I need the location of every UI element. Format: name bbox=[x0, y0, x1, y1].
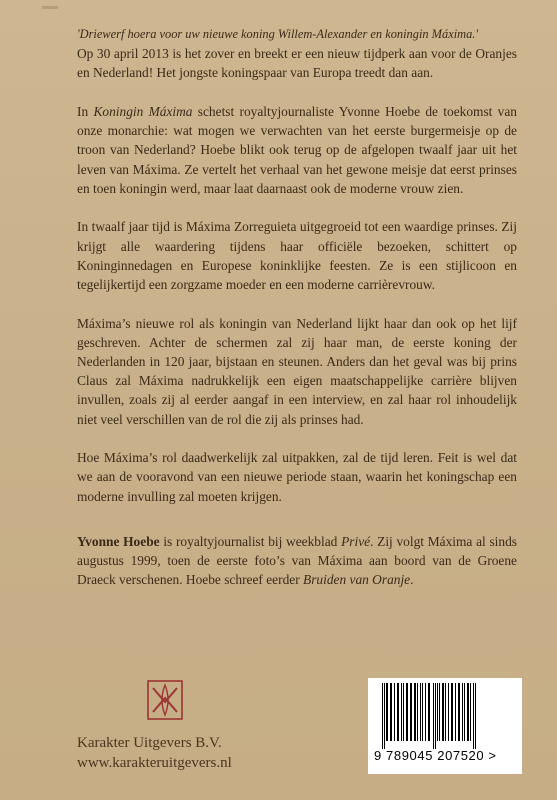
barcode-bar bbox=[462, 683, 463, 741]
barcode-bar bbox=[417, 683, 418, 741]
barcode-bar bbox=[428, 683, 430, 741]
blurb-p2-body: schetst royaltyjournaliste Yvonne Hoebe de toekomst van onze monarchie: wat mogen we verwachten van het eerste burgermeisje op de troon van Nederland? Hoebe blikt ook terug op de afgelopen twaalf jaar uit het leven van Máxima. Ze vertelt het verhaal van het gewone meisje dat eerst prinses en toen koningin werd, maar laat daarnaast ook de moderne vrouw zien. bbox=[77, 104, 518, 196]
isbn-digits: 9 789045 207520 > bbox=[374, 748, 497, 763]
barcode-bar bbox=[422, 683, 423, 741]
barcode-bar bbox=[390, 683, 392, 741]
cover-wear-mark bbox=[42, 6, 58, 9]
author-bio-part3: . bbox=[410, 572, 414, 588]
barcode-bar bbox=[442, 683, 444, 741]
barcode-bar bbox=[410, 683, 412, 741]
barcode-bar bbox=[458, 683, 460, 741]
publisher-info bbox=[77, 733, 232, 773]
author-name: Yvonne Hoebe bbox=[77, 533, 160, 549]
magazine-name: Privé bbox=[341, 533, 371, 549]
barcode-bar bbox=[473, 683, 474, 749]
blurb-paragraph-4: Máxima’s nieuwe rol als koningin van Nederland lijkt haar dan ook op het lijf geschreven. Achter de schermen zal zij haar man, de eerste koning der Nederlanden in 120 jaar, bijstaan en steunen. Anders dan het geval was bij prins Claus zal Máxima nadrukkelijk een eigen maatschappelijke carrière blijven invullen, zoals zij al eerder aangaf in een interview, en zal haar rol inhoudelijk niet veel verschillen van de rol die zij als prinses had. bbox=[77, 315, 517, 427]
barcode bbox=[368, 678, 522, 774]
barcode-bar bbox=[384, 683, 385, 749]
barcode-bar bbox=[420, 683, 421, 741]
barcode-bar bbox=[403, 683, 404, 741]
barcode-bar bbox=[464, 683, 465, 741]
author-bio-part1: is royaltyjournalist bij weekblad bbox=[159, 533, 342, 549]
barcode-bar bbox=[439, 683, 440, 741]
blurb-quote: 'Driewerf hoera voor uw nieuwe koning Willem-Alexander en koningin Máxima.' bbox=[77, 27, 479, 41]
book-title: Koningin Máxima bbox=[93, 104, 193, 119]
blurb-intro-text: Op 30 april 2013 is het zover en breekt er een nieuw tijdperk aan voor de Oranjes en Nederland! Het jongste koningspaar van Europa treedt dan aan. bbox=[77, 46, 517, 81]
blurb-paragraph-5: Hoe Máxima’s rol daadwerkelijk zal uitpakken, zal de tijd leren. Feit is wel dat we aan de vooravond van een nieuwe periode staan, waarin het koningschap een moderne invulling zal moeten krijgen. bbox=[77, 450, 517, 504]
barcode-bar bbox=[382, 683, 383, 749]
blurb-p2-prefix: In bbox=[77, 104, 94, 119]
barcode-bar bbox=[425, 683, 426, 741]
barcode-bar bbox=[437, 683, 438, 741]
barcode-bar bbox=[445, 683, 446, 741]
author-bio bbox=[77, 532, 517, 590]
blurb-paragraph-2 bbox=[77, 102, 517, 198]
publisher-logo-icon bbox=[147, 680, 183, 720]
barcode-bar bbox=[451, 683, 453, 741]
barcode-bar bbox=[475, 683, 476, 749]
barcode-bar bbox=[406, 683, 408, 741]
blurb-paragraph-3: In twaalf jaar tijd is Máxima Zorreguieta uitgegroeid tot een waardige prinses. Zij krijgt alle waardering tijdens haar officiële bezoeken, schittert op Koninginnedagen en Europese koninklijke feesten. Ze is een stijlicoon en tegelijkertijd een zorgzame moeder en een moderne carrièrevrouw. bbox=[77, 219, 517, 293]
barcode-bar bbox=[470, 683, 471, 741]
barcode-bars bbox=[380, 683, 512, 749]
barcode-bar bbox=[414, 683, 416, 741]
barcode-bar bbox=[467, 683, 469, 741]
barcode-bar bbox=[448, 683, 449, 741]
blurb-intro bbox=[77, 24, 517, 83]
barcode-bar bbox=[386, 683, 388, 741]
publisher-name: Karakter Uitgevers B.V. bbox=[77, 735, 222, 751]
author-bio-part2: . Zij volgt Máxima al sinds augustus 1999, toen de eerste foto’s van Máxima aan boord van de Groene Draeck verschenen. Hoebe schreef eerder bbox=[77, 533, 517, 588]
barcode-bar bbox=[433, 683, 434, 749]
blurb-text bbox=[77, 24, 517, 609]
barcode-bar bbox=[401, 683, 402, 741]
previous-book-title: Bruiden van Oranje bbox=[303, 572, 411, 588]
barcode-bar bbox=[455, 683, 456, 741]
barcode-bar bbox=[435, 683, 436, 749]
barcode-bar bbox=[394, 683, 395, 741]
publisher-url: www.karakteruitgevers.nl bbox=[77, 755, 232, 771]
barcode-bar bbox=[397, 683, 399, 741]
